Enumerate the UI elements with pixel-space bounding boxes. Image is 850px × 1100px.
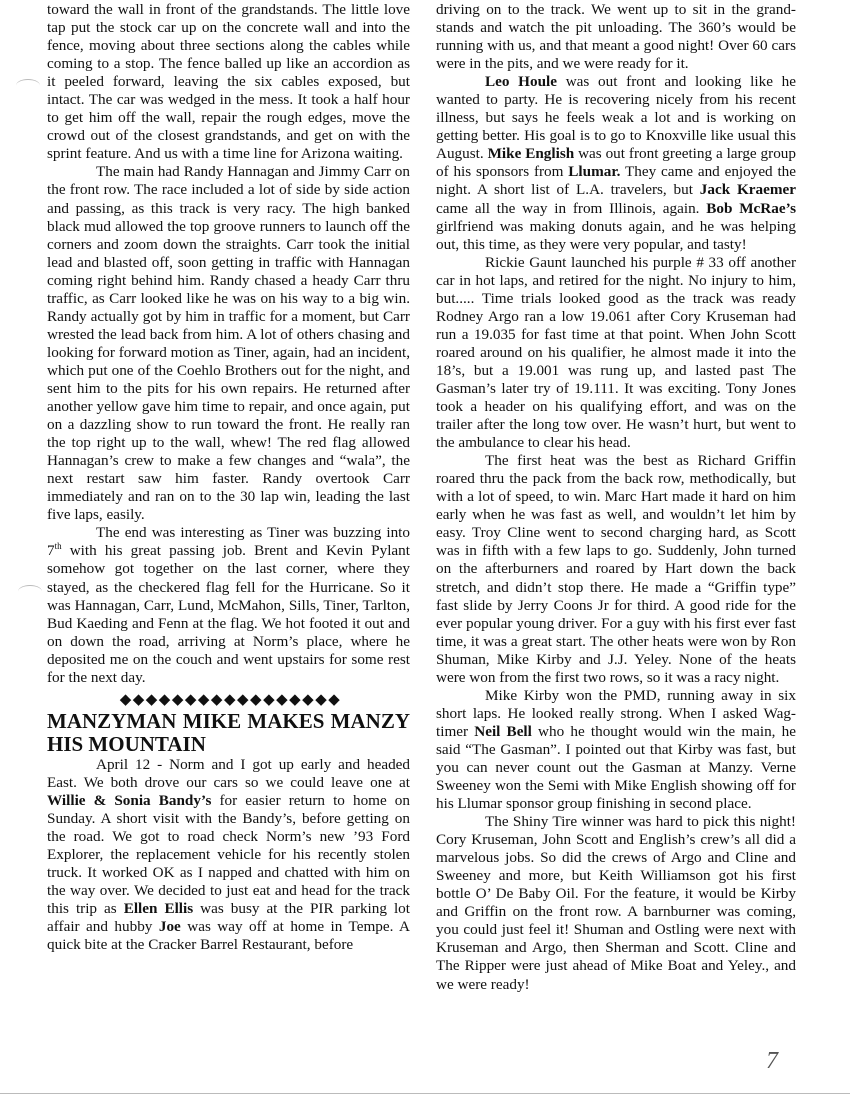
- left-column: [47, 1, 410, 954]
- bold-name: Willie & Sonia Bandy’s: [47, 791, 212, 809]
- paragraph: toward the wall in front of the grandstands. The little love tap put the stock car up on the concrete wall and into the fence, moving about three sections along the cables while coming to a stop. The fence balled up like an accordion as it peeled forward, leaving the six cables exposed, but intact. The car was wedged in the mess. It took a half hour to get him off the wall, repair the rough edges, move the crowd out of the closest grandstands, and get on with the sprint feature. And us with a time line for Arizona waiting.: [47, 1, 410, 163]
- text: Mike Kirby won the PMD, running away in six short laps. He looked really strong. When I asked Wag-timer: [436, 686, 796, 740]
- paragraph: [436, 687, 796, 813]
- text: with his great passing job. Brent and Kevin Pylant somehow got together on the last corner, where they stayed, as the checkered flag fell for the Hurricane. So it was Hannagan, Carr, Lund, McMahon, Sills, Tiner, Tarlton, Bud Kaeding and Fenn at the flag. We hot footed it out and on down the road, arriving at Norm’s place, where he deposited me on the couch and went upstairs for some rest for the next day.: [47, 542, 410, 686]
- bold-name: Ellen Ellis: [123, 900, 194, 918]
- section-divider: ◆◆◆◆◆◆◆◆◆◆◆◆◆◆◆◆◆: [119, 691, 342, 708]
- paragraph: The Shiny Tire winner was hard to pick this night! Cory Kruseman, John Scott and English’s crew’s all did a marvelous jobs. So did the crews of Argo and Cline and Sweeney and more, but Keith Williamson got his first bottle O’ De Baby Oil. For the feature, it would be Kirby and Griffin on the front row. A barnburner was coming, you could just feel it! Shuman and Ostling were next with Kruseman and Argo, then Sherman and Scott. Cline and The Ripper were just ahead of Mike Boat and Yeley., and we were ready!: [436, 813, 796, 993]
- text: came all the way in from Illinois, again.: [436, 199, 707, 217]
- text: was out front and looking like he wanted to party. He is recovering nicely from his recent illness, but says he feels weak a lot and is working on getting better. His goal is to go to Knoxville like usual this August.: [436, 73, 796, 163]
- paragraph: The first heat was the best as Richard Griffin roared thru the pack from the back row, methodically, but with a lot of speed, to win. Marc Hart made it hard on him early when he was fast as well, and wouldn’t let him by easy. Troy Cline went to second charging hard, as Scott was in fifth with a few laps to go. Suddenly, John turned on the afterburners and roared by Hart down the back stretch, and didn’t stop there. He made a “Griffin type” fast slide by Jerry Coons Jr for third. A good ride for the ever popular young driver. For a guy with his first ever fast time, it was a great start. The other heats were won by Ron Shuman, Mike Kirby and J.J. Yeley. None of the heats were won from the first two rows, so it was a racy night.: [436, 452, 796, 686]
- text: girlfriend was making donuts again, and he was helping out, this time, as they were very popular, and tasty!: [436, 217, 796, 253]
- bold-name: Jack Kraemer: [699, 181, 796, 199]
- paragraph: [436, 73, 796, 253]
- paragraph: The main had Randy Hannagan and Jimmy Carr on the front row. The race included a lot of side by side action and passing, as this track is very racy. The high banked black mud allowed the top groove runners to launch off the corners and zoom down the straights. Carr took the initial lead and blasted off, soon getting in traffic with Hannagan coming right behind him. Randy chased a heady Carr thru traffic, as Carr looked like he was on his way to a big win. Randy actually got by him in traffic for a moment, but Carr wrested the lead back from him. A lot of others chasing and looking for forward motion as Tiner, again, had an incident, which put one of the Coehlo Brothers out for the night, and sent him to the pits for his own repairs. He returned after another yellow gave him time to repair, and once again, put on a dazzling show to run toward the front. He really ran the top right up to the wall, whew! The red flag allowed Hannagan’s crew to make a few changes and “wala”, the next restart saw him faster. Randy overtook Carr immediately and ran on to the 30 lap win, leading the last five laps, easily.: [47, 163, 410, 524]
- page-number: 7: [766, 1048, 778, 1074]
- bold-name: Leo Houle: [485, 73, 557, 91]
- page-edge-line: [0, 1093, 850, 1094]
- bold-name: Llumar.: [568, 163, 621, 181]
- text: was out front greeting a large group of his sponsors from: [436, 145, 796, 181]
- right-column: [436, 1, 796, 994]
- superscript: th: [54, 541, 62, 552]
- paragraph: driving on to the track. We went up to sit in the grand-stands and watch the pit unloading. The 360’s would be running with us, and that meant a good night! Over 60 cars were in the pits, and we were ready for it.: [436, 1, 796, 73]
- text: for easier return to home on Sunday. A short visit with the Bandy’s, before getting on the road. We got to road check Norm’s new ’93 Ford Explorer, the replacement vehicle for his recently stolen truck. It worked OK as I napped and chatted with him on the way over. We decided to just eat and head for the track this trip as: [47, 791, 410, 918]
- text: April 12 - Norm and I got up early and headed East. We both drove our cars so we could leave one at: [47, 755, 410, 791]
- paragraph: Rickie Gaunt launched his purple # 33 off another car in hot laps, and retired for the night. No injury to him, but..... Time trials looked good as the track was ready Rodney Argo ran a low 19.061 after Cory Kruseman had run a 19.035 for fast time at that point. When John Scott roared around on his qualifier, he almost made it into the 18’s, but a 19.001 was rung up, and lasted past The Gasman’s later try of 19.111. It was exciting. Tony Jones took a header on his qualifying effort, and was on the trailer after the long tow over. He wasn’t hurt, but went to the ambulance to clear his head.: [436, 253, 796, 452]
- margin-pencil-mark: [18, 585, 42, 598]
- text: The end was interesting as Tiner was buzzing into 7: [47, 524, 410, 560]
- bold-name: Mike English: [487, 145, 575, 163]
- margin-pencil-mark: [16, 79, 40, 92]
- text: They came and enjoyed the night. A short list of L.A. travelers, but: [436, 163, 797, 199]
- text: was busy at the PIR parking lot affair and hubby: [47, 900, 410, 936]
- article-headline: [47, 710, 410, 756]
- paragraph: [47, 756, 410, 955]
- bold-name: Neil Bell: [474, 722, 532, 740]
- bold-name: Bob McRae’s: [706, 199, 796, 217]
- bold-name: Joe: [158, 918, 181, 936]
- text: who he thought would win the main, he said “The Gasman”. I pointed out that Kirby was fast, but you can never count out the Gasman at Manzy. Verne Sweeney won the Semi with Mike English showing off for his Llumar sponsor group finishing in second place.: [436, 722, 796, 813]
- paragraph: [47, 524, 410, 686]
- headline-line: HIS MOUNTAIN: [47, 731, 206, 756]
- headline-line: MANZYMAN MIKE MAKES MANZY: [47, 708, 410, 733]
- text: was way off at home in Tempe. A quick bite at the Cracker Barrel Restaurant, before: [47, 918, 410, 954]
